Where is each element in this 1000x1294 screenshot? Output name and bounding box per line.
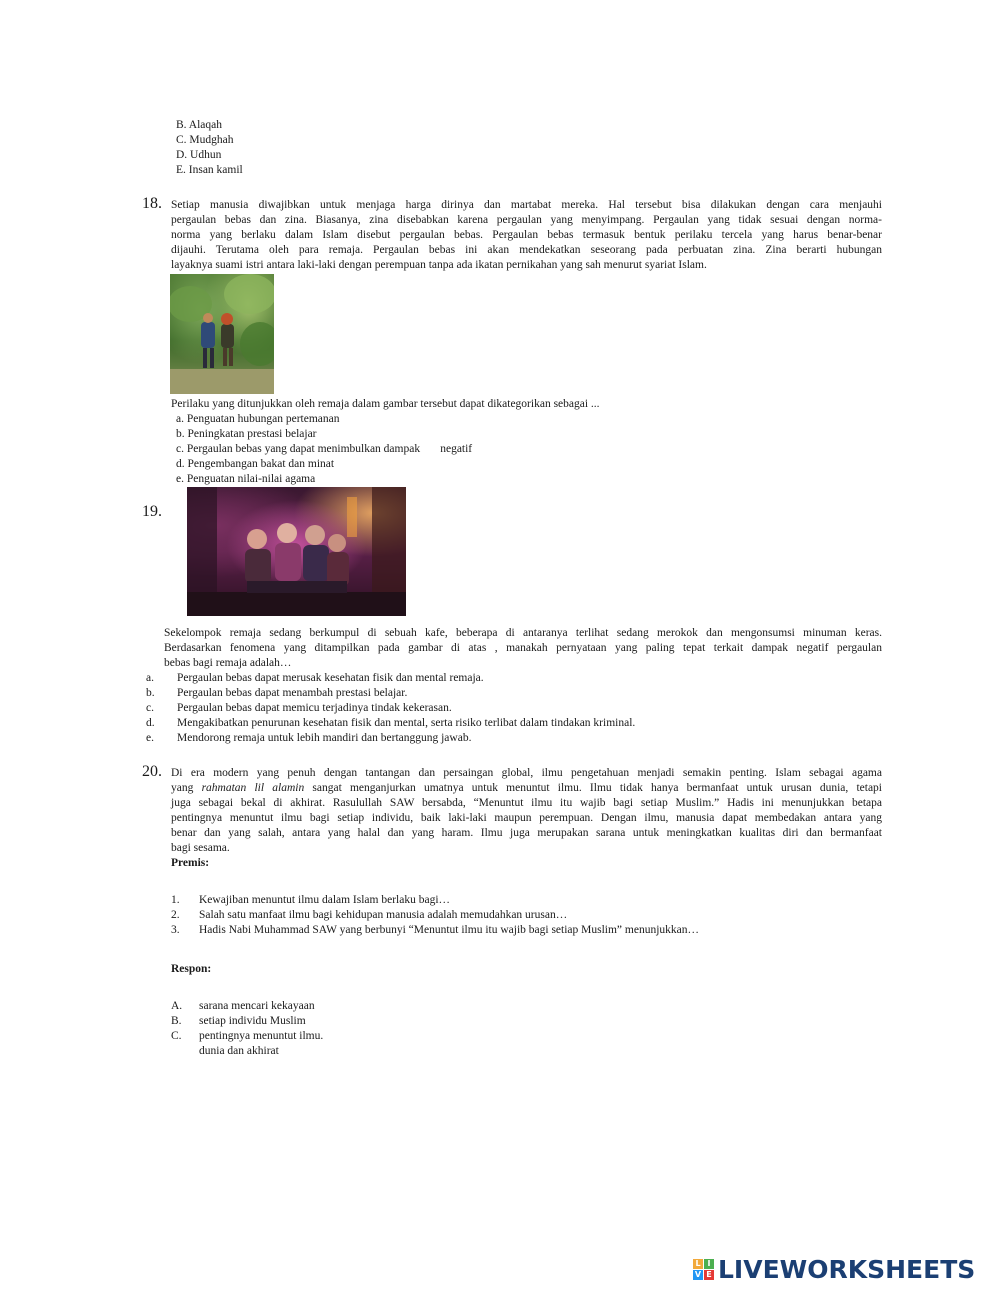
respon-item[interactable]: dunia dan akhirat [199, 1045, 279, 1057]
paragraph-line: pergaulan bebas dan zina. Biasanya, zina disebabkan karena pergaulan yang menyimpang. Pergaulan yang tidak sesuai dengan norma- [171, 214, 882, 226]
photo-teens-in-neon-alley [187, 487, 406, 616]
text-span: yang [171, 782, 202, 794]
question-number: 18. [142, 195, 162, 212]
paragraph-line: pentingnya menuntut ilmu bagi setiap individu, baik laki-laki maupun perempuan. Dengan ilmu, manusia dapat membedakan antara yang [171, 812, 882, 824]
premis-item[interactable]: Salah satu manfaat ilmu bagi kehidupan manusia adalah memudahkan urusan… [199, 909, 568, 921]
premis-heading: Premis: [171, 857, 210, 869]
option-label: e. [146, 732, 154, 744]
paragraph-line: layaknya suami istri antara laki-laki dengan perempuan tanpa ada ikatan pernikahan yang sah menurut syariat Islam. [171, 259, 707, 271]
paragraph-line: Setiap manusia diwajibkan untuk menjaga harga dirinya dan martabat mereka. Hal tersebut bisa dilakukan dengan cara menjauhi [171, 199, 882, 211]
answer-option[interactable]: e. Penguatan nilai-nilai agama [176, 473, 316, 485]
respon-item[interactable]: setiap individu Muslim [199, 1015, 306, 1027]
logo-block: E [704, 1270, 714, 1280]
logo-text: LIVEWORKSHEETS [718, 1254, 976, 1284]
paragraph-line: Berdasarkan fenomena yang ditampilkan pada gambar di atas , manakah pernyataan yang paling tepat terkait dampak negatif pergaulan [164, 642, 882, 654]
option-label: b. [146, 687, 155, 699]
premis-item[interactable]: Hadis Nabi Muhammad SAW yang berbunyi “Menuntut ilmu itu wajib bagi setiap Muslim” menunjukkan… [199, 924, 700, 936]
answer-option[interactable]: Pergaulan bebas dapat merusak kesehatan fisik dan mental remaja. [177, 672, 484, 684]
paragraph-line: Di era modern yang penuh dengan tantangan dan persaingan global, ilmu pengetahuan menjadi semakin penting. Islam sebagai agama [171, 767, 882, 779]
answer-option[interactable]: Pergaulan bebas dapat menambah prestasi belajar. [177, 687, 408, 699]
option-label: d. [146, 717, 155, 729]
respon-heading: Respon: [171, 963, 212, 975]
question-number: 20. [142, 763, 162, 780]
logo-block: V [694, 1269, 702, 1279]
respon-label: C. [171, 1030, 182, 1042]
paragraph-line: juga sebagai bekal di akhirat. Rasulullah SAW bersabda, “Menuntut ilmu itu wajib bagi setiap Muslim.” Hadis ini menunjukkan betapa [171, 797, 882, 809]
answer-option[interactable]: b. Peningkatan prestasi belajar [176, 428, 317, 440]
answer-option[interactable]: Mengakibatkan penurunan kesehatan fisik dan mental, serta risiko terlibat dalam tindakan kriminal. [177, 717, 636, 729]
paragraph-line: benar dan yang salah, antara yang halal dan yang haram. Ilmu juga merupakan sarana untuk meningkatkan kualitas diri dan bermanfaat [171, 827, 882, 839]
respon-label: A. [171, 1000, 183, 1012]
option-label: c. [146, 702, 154, 714]
logo-block: I [704, 1259, 714, 1269]
photo-couple-walking-in-park [170, 274, 274, 394]
logo-block: L [693, 1259, 703, 1269]
answer-option[interactable]: d. Pengembangan bakat dan minat [176, 458, 335, 470]
premis-number: 3. [171, 924, 180, 936]
paragraph-line: bebas bagi remaja adalah… [164, 657, 292, 669]
text-span: sangat menganjurkan umatnya untuk menuntut ilmu. Ilmu tidak hanya bermanfaat untuk urusan dunia, tetapi [304, 782, 882, 794]
respon-item[interactable]: pentingnya menuntut ilmu. [199, 1030, 324, 1042]
paragraph-line: Sekelompok remaja sedang berkumpul di sebuah kafe, beberapa di antaranya terlihat sedang merokok dan mengonsumsi minuman keras. [164, 627, 882, 639]
logo-blocks-icon [693, 1259, 714, 1280]
answer-option[interactable]: Pergaulan bebas dapat memicu terjadinya tindak kekerasan. [177, 702, 452, 714]
premis-number: 1. [171, 894, 180, 906]
premis-number: 2. [171, 909, 180, 921]
option-c: C. Mudghah [176, 134, 234, 146]
paragraph-line: norma yang berlaku dalam Islam disebut pergaulan bebas. Pergaulan bebas termasuk bentuk perilaku tercela yang harus benar-benar [171, 229, 882, 241]
answer-option[interactable]: c. Pergaulan bebas yang dapat menimbulkan dampak negatif [176, 443, 473, 455]
option-d: D. Udhun [176, 149, 222, 161]
respon-item[interactable]: sarana mencari kekayaan [199, 1000, 315, 1012]
respon-label: B. [171, 1015, 182, 1027]
answer-option[interactable]: a. Penguatan hubungan pertemanan [176, 413, 340, 425]
option-e: E. Insan kamil [176, 164, 243, 176]
question-number: 19. [142, 503, 162, 520]
paragraph-line: dijauhi. Terutama oleh para remaja. Pergaulan bebas ini akan mendekatkan seseorang pada perbuatan zina. Zina berarti hubungan [171, 244, 882, 256]
option-b: B. Alaqah [176, 119, 222, 131]
liveworksheets-logo [693, 1255, 975, 1283]
answer-option[interactable]: Mendorong remaja untuk lebih mandiri dan bertanggung jawab. [177, 732, 472, 744]
paragraph-line [171, 781, 882, 796]
paragraph-line: bagi sesama. [171, 842, 230, 854]
option-label: a. [146, 672, 154, 684]
question-text: Perilaku yang ditunjukkan oleh remaja dalam gambar tersebut dapat dikategorikan sebagai ... [171, 398, 600, 410]
italic-term: rahmatan lil alamin [201, 782, 305, 794]
premis-item[interactable]: Kewajiban menuntut ilmu dalam Islam berlaku bagi… [199, 894, 451, 906]
